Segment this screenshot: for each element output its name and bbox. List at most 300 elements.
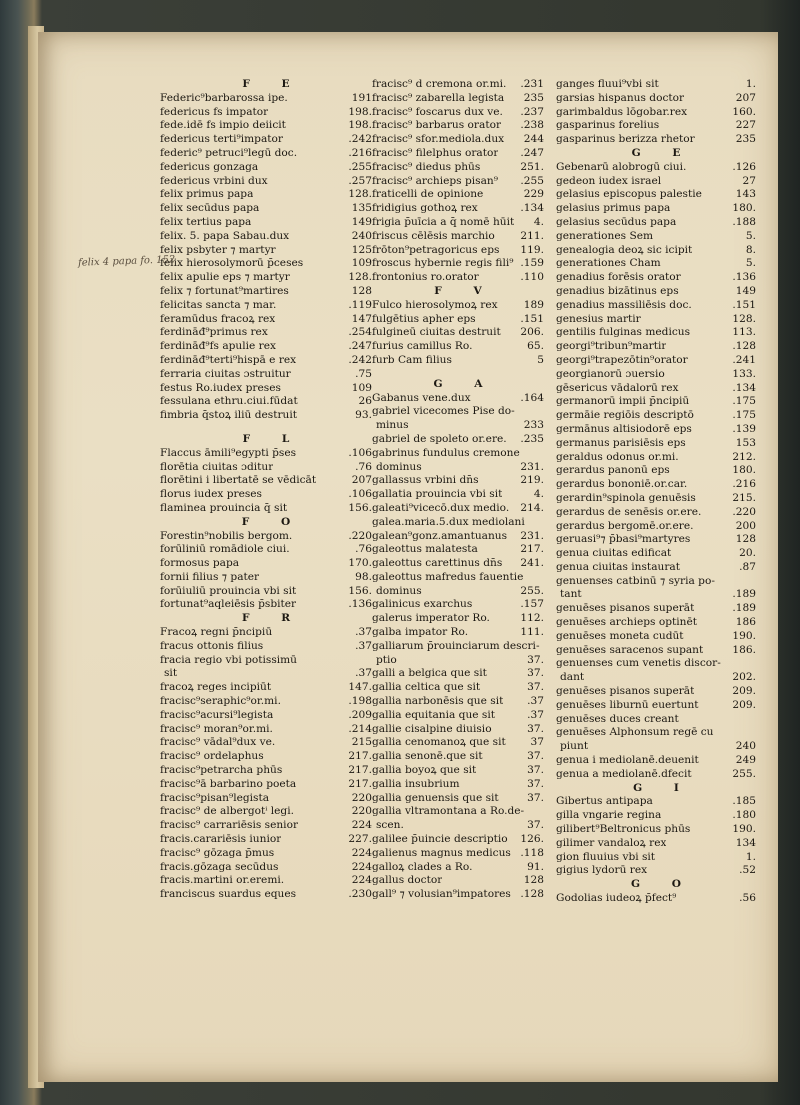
entry-folio: 4. <box>533 488 544 501</box>
entry-folio: 224 <box>351 874 372 887</box>
index-entry <box>160 409 372 423</box>
index-entry <box>160 585 372 599</box>
entry-name: fracisc⁹petrarcha phūs <box>160 764 283 777</box>
entry-folio: .238 <box>520 119 544 132</box>
index-column-right <box>556 78 756 906</box>
entry-name: genua ciuitas edificat <box>556 547 672 560</box>
entry-name: gilla vngarie regina <box>556 809 662 822</box>
index-entry <box>160 502 372 516</box>
entry-name: fracisc⁹ filelphus orator <box>372 146 499 159</box>
index-entry <box>372 585 544 599</box>
entry-name: fracisc⁹ā barbarino poeta <box>160 777 297 790</box>
entry-name: galienus magnus medicus <box>372 846 511 859</box>
entry-folio <box>753 575 756 589</box>
index-entry <box>372 119 544 133</box>
index-entry <box>372 313 544 327</box>
section-header: F R <box>241 612 304 625</box>
entry-name: geruasi⁹⁊ p̄basi⁹martyres <box>556 533 691 546</box>
entry-folio: 37 <box>530 736 544 749</box>
index-entry <box>372 847 544 861</box>
entry-folio: 156. <box>348 501 372 514</box>
entry-folio: 109 <box>351 381 372 394</box>
index-entry <box>556 506 756 520</box>
entry-name: felicitas sancta ⁊ mar. <box>160 298 277 311</box>
entry-name: fracisc⁹ archieps pisan⁹ <box>372 174 498 187</box>
index-entry <box>556 119 756 133</box>
entry-name: genuēses liburnū euertunt <box>556 698 699 711</box>
entry-folio: 240 <box>735 740 756 753</box>
entry-folio: 37. <box>527 750 544 763</box>
entry-name: franciscus suardus eques <box>160 888 297 901</box>
entry-name: garsias hispanus doctor <box>556 91 685 104</box>
index-entry <box>160 447 372 461</box>
entry-folio: 215. <box>732 491 756 504</box>
entry-name: galea.maria.5.dux mediolani <box>372 515 525 528</box>
entry-folio <box>753 713 756 727</box>
entry-name: fracoꝝ reges incipiūt <box>160 681 272 694</box>
entry-folio: 128. <box>348 188 372 201</box>
entry-folio: .37 <box>355 639 372 652</box>
index-entry <box>160 557 372 571</box>
entry-folio: .241 <box>732 353 756 366</box>
entry-name: sit <box>164 667 178 680</box>
entry-name: Gebenarū alobrogū ciui. <box>556 160 687 173</box>
index-entry <box>556 230 756 244</box>
index-entry <box>372 681 544 695</box>
entry-folio: 220 <box>351 805 372 818</box>
entry-folio: .242 <box>348 353 372 366</box>
entry-folio: 5. <box>745 229 756 242</box>
entry-folio: 153 <box>735 436 756 449</box>
entry-folio: .247 <box>348 340 372 353</box>
index-entry <box>556 795 756 809</box>
entry-folio: 8. <box>745 243 756 256</box>
section-header: G I <box>633 781 693 794</box>
entry-name: fracisc⁹ diedus phūs <box>372 160 481 173</box>
entry-name: galliarum p̄rouinciarum descri- <box>372 639 540 652</box>
entry-name: garimbaldus lōgobar.rex <box>556 105 688 118</box>
entry-folio <box>541 447 544 461</box>
entry-name: florus iudex preses <box>160 488 262 501</box>
entry-folio: .216 <box>732 478 756 491</box>
entry-name: florētini i libertatē se vēdicāt <box>160 474 317 487</box>
entry-name: felix. 5. papa Sabau.dux <box>160 229 290 242</box>
entry-name: fracisc⁹ ordelaphus <box>160 750 264 763</box>
entry-name: froscus hybernie regis fili⁹ <box>372 257 514 270</box>
entry-name: fessulana ethru.ciui.fūdat <box>160 395 298 408</box>
entry-folio: 190. <box>732 823 756 836</box>
entry-folio: 1. <box>745 850 756 863</box>
entry-folio: 156. <box>348 584 372 597</box>
entry-name: fracisc⁹acursi⁹legista <box>160 708 274 721</box>
index-entry <box>372 461 544 475</box>
entry-name: gallia celtica que sit <box>372 681 481 694</box>
index-entry <box>372 78 544 92</box>
entry-folio: 125 <box>351 243 372 256</box>
entry-folio: 249 <box>735 754 756 767</box>
entry-folio: 113. <box>732 326 756 339</box>
entry-name: genua a mediolanē.dfecit <box>556 767 692 780</box>
entry-folio: .185 <box>732 795 756 808</box>
margin-annotation: felix 4 papa fo. 152 <box>77 254 176 269</box>
index-entry <box>160 92 372 106</box>
entry-folio: 206. <box>520 326 544 339</box>
entry-folio: 202. <box>732 671 756 684</box>
entry-name: fracisc⁹ vādal⁹dux ve. <box>160 736 276 749</box>
entry-folio: .164 <box>520 391 544 404</box>
index-entry <box>556 299 756 313</box>
entry-name: fracisc⁹ moran⁹or.mi. <box>160 722 273 735</box>
entry-folio: 190. <box>732 629 756 642</box>
index-entry <box>372 244 544 258</box>
entry-name: genuēses pisanos superāt <box>556 602 695 615</box>
entry-name: ganges fluui⁹vbi sit <box>556 78 659 90</box>
index-entry <box>556 671 756 685</box>
entry-folio: 227 <box>735 119 756 132</box>
index-entry <box>160 161 372 175</box>
entry-name: gerardus bononiē.or.car. <box>556 478 688 491</box>
entry-folio: 200 <box>735 519 756 532</box>
entry-name: fornii filius ⁊ pater <box>160 570 260 583</box>
index-entry <box>372 654 544 668</box>
entry-name: ferdināđ⁹fs apulie rex <box>160 340 276 353</box>
entry-name: federicus gonzaga <box>160 160 259 173</box>
index-entry <box>160 354 372 368</box>
entry-folio: .237 <box>520 105 544 118</box>
entry-folio: 149 <box>735 284 756 297</box>
index-entry <box>372 530 544 544</box>
entry-name: frōton⁹petragoricus eps <box>372 243 500 256</box>
section-header: F V <box>434 284 496 297</box>
index-entry <box>372 778 544 792</box>
index-entry <box>160 313 372 327</box>
entry-name: fracisc⁹ sfor.mediola.dux <box>372 133 505 146</box>
entry-name: gall⁹ ⁊ volusian⁹impatores <box>372 888 511 901</box>
entry-folio: 93. <box>355 409 372 422</box>
entry-folio: 128 <box>351 284 372 297</box>
index-entry <box>556 547 756 561</box>
entry-name: dant <box>560 671 585 684</box>
entry-name: germāie regiōis descriptō <box>556 409 694 422</box>
entry-name: minus <box>376 419 409 432</box>
index-entry <box>556 892 756 906</box>
index-entry <box>160 271 372 285</box>
entry-name: Federic⁹barbarossa ipe. <box>160 91 288 104</box>
entry-name: Forestin⁹nobilis bergom. <box>160 529 293 542</box>
index-column-left <box>160 78 372 902</box>
entry-folio: .235 <box>520 432 544 445</box>
entry-name: fracus ottonis filius <box>160 639 264 652</box>
entry-folio: 1. <box>745 78 756 90</box>
entry-name: frigia p̄uīcia a q̄ nomē hūit <box>372 215 515 228</box>
entry-name: gerardus bergomē.or.ere. <box>556 519 694 532</box>
entry-folio: .52 <box>739 864 756 877</box>
entry-name: felix apulie eps ⁊ martyr <box>160 271 290 284</box>
entry-folio: .247 <box>520 146 544 159</box>
index-entry <box>556 395 756 409</box>
entry-name: fracisc⁹pisan⁹legista <box>160 791 270 804</box>
index-entry <box>372 216 544 230</box>
entry-folio: .136 <box>348 598 372 611</box>
entry-folio: 37. <box>527 681 544 694</box>
entry-folio: .198 <box>348 695 372 708</box>
entry-folio: 189 <box>523 298 544 311</box>
entry-name: fede.idē fs impio deiicit <box>160 119 286 132</box>
index-entry <box>372 92 544 106</box>
index-entry <box>372 792 544 806</box>
entry-folio: 119. <box>520 243 544 256</box>
entry-name: gallia genuensis que sit <box>372 791 499 804</box>
entry-folio: 186. <box>732 643 756 656</box>
entry-name: gelasius episcopus palestie <box>556 188 702 201</box>
index-entry <box>372 750 544 764</box>
index-entry <box>160 654 372 668</box>
entry-folio: .231 <box>520 78 544 90</box>
entry-name: genadius bizātinus eps <box>556 284 679 297</box>
entry-name: Flaccus āmili⁹egypti p̄ses <box>160 446 297 459</box>
index-entry <box>372 147 544 161</box>
section-header: F L <box>242 432 304 445</box>
index-entry <box>372 354 544 368</box>
entry-name: gēsericus vādalorū rex <box>556 381 679 394</box>
entry-name: gasparinus forelius <box>556 119 660 132</box>
index-entry <box>160 202 372 216</box>
entry-name: gerardus de senēsis or.ere. <box>556 505 702 518</box>
index-entry <box>160 368 372 382</box>
index-entry <box>160 474 372 488</box>
entry-folio: .75 <box>355 367 372 380</box>
entry-folio: 211. <box>520 229 544 242</box>
entry-name: gion fluuius vbi sit <box>556 850 656 863</box>
entry-name: galinicus exarchus <box>372 598 473 611</box>
entry-name: federicus terti⁹impator <box>160 133 283 146</box>
entry-folio: .126 <box>732 160 756 173</box>
entry-name: genuēses saracenos supant <box>556 643 704 656</box>
entry-folio: .220 <box>732 505 756 518</box>
entry-folio: 217. <box>348 764 372 777</box>
entry-name: galerus imperator Ro. <box>372 612 490 625</box>
index-entry <box>556 575 756 589</box>
entry-folio: .37 <box>355 667 372 680</box>
entry-name: dominus <box>376 460 422 473</box>
entry-name: gedeon iudex israel <box>556 174 662 187</box>
entry-folio: .110 <box>520 271 544 284</box>
entry-name: fortunat⁹aqleiēsis p̄sbiter <box>160 598 297 611</box>
entry-name: gallia narbonēsis que sit <box>372 695 504 708</box>
index-entry <box>160 736 372 750</box>
entry-name: friscus cēlēsis marchio <box>372 229 495 242</box>
index-entry <box>160 119 372 133</box>
index-entry <box>372 736 544 750</box>
entry-name: gabriel de spoleto or.ere. <box>372 432 507 445</box>
index-entry <box>160 257 372 271</box>
entry-folio: 135 <box>351 202 372 215</box>
entry-folio: .134 <box>520 202 544 215</box>
entry-folio: 26 <box>358 395 372 408</box>
index-entry <box>556 437 756 451</box>
entry-folio: 37. <box>527 819 544 832</box>
entry-name: felix secūdus papa <box>160 202 260 215</box>
entry-name: gallia senonē.que sit <box>372 750 483 763</box>
index-entry <box>556 464 756 478</box>
section-gap <box>372 368 544 378</box>
entry-folio: .220 <box>348 529 372 542</box>
entry-folio: .157 <box>520 598 544 611</box>
index-entry <box>372 709 544 723</box>
entry-name: germanus parisiēsis eps <box>556 436 686 449</box>
entry-folio: 217. <box>348 777 372 790</box>
index-entry <box>372 161 544 175</box>
index-entry <box>556 285 756 299</box>
entry-folio: 37. <box>527 764 544 777</box>
entry-folio: 255. <box>732 767 756 780</box>
entry-folio <box>753 657 756 671</box>
index-entry <box>556 354 756 368</box>
entry-folio: 143 <box>735 188 756 201</box>
entry-folio: 147 <box>351 312 372 325</box>
entry-folio: 27 <box>742 174 756 187</box>
entry-name: piunt <box>560 740 589 753</box>
entry-name: festus Ro.iudex preses <box>160 381 281 394</box>
index-entry <box>160 695 372 709</box>
entry-folio: .188 <box>732 215 756 228</box>
index-entry <box>372 271 544 285</box>
index-entry <box>372 474 544 488</box>
index-entry <box>160 598 372 612</box>
entry-name: Fracoꝝ regni p̄ncipiū <box>160 626 273 639</box>
index-entry <box>160 461 372 475</box>
entry-folio: 147. <box>348 681 372 694</box>
entry-name: galeati⁹vicecō.dux medio. <box>372 501 510 514</box>
entry-folio: .87 <box>739 560 756 573</box>
index-entry <box>372 874 544 888</box>
entry-folio: .37 <box>355 626 372 639</box>
index-entry <box>556 188 756 202</box>
entry-name: gallus doctor <box>372 874 443 887</box>
index-entry <box>372 488 544 502</box>
index-entry <box>372 188 544 202</box>
index-entry <box>372 516 544 530</box>
entry-name: fracis.martini or.eremi. <box>160 874 285 887</box>
index-entry <box>556 602 756 616</box>
entry-folio: 98. <box>355 570 372 583</box>
entry-folio: 198. <box>348 119 372 132</box>
entry-folio: 209. <box>732 698 756 711</box>
entry-name: fracisc⁹ d̄ cremona or.mi. <box>372 78 507 90</box>
index-entry <box>372 557 544 571</box>
entry-name: galean⁹gonz.amantuanus <box>372 529 508 542</box>
index-entry <box>160 667 372 681</box>
index-entry <box>556 271 756 285</box>
entry-name: genadius massiliēsis doc. <box>556 298 692 311</box>
section-header: G O <box>631 878 695 891</box>
index-entry <box>372 133 544 147</box>
entry-name: germānus altisiodorē eps <box>556 422 692 435</box>
entry-folio: .189 <box>732 588 756 601</box>
entry-name: furius camillus Ro. <box>372 340 473 353</box>
entry-name: federicus vrbini dux <box>160 174 268 187</box>
index-entry <box>556 851 756 865</box>
entry-name: Fulco hierosolymoꝝ rex <box>372 298 498 311</box>
index-entry <box>556 630 756 644</box>
entry-name: gallia boyoꝝ que sit <box>372 764 477 777</box>
index-entry <box>372 598 544 612</box>
index-entry <box>160 571 372 585</box>
index-entry <box>556 257 756 271</box>
entry-name: gabriel vicecomes Pise do- <box>372 405 515 418</box>
entry-folio: .214 <box>348 722 372 735</box>
entry-folio: 224 <box>351 860 372 873</box>
entry-name: fracia regio vbi potissimū <box>160 653 298 666</box>
index-entry <box>160 764 372 778</box>
entry-name: genealogia deoꝝ sic icipit <box>556 243 693 256</box>
entry-folio: 128. <box>348 271 372 284</box>
entry-name: gilimer vandaloꝝ rex <box>556 836 667 849</box>
entry-name: ferraria ciuitas ɔstruitur <box>160 367 291 380</box>
entry-name: gelasius secūdus papa <box>556 215 677 228</box>
index-entry <box>372 175 544 189</box>
entry-name: gallassus vrbini dn̄s <box>372 474 479 487</box>
index-entry <box>372 764 544 778</box>
entry-folio: 241. <box>520 557 544 570</box>
entry-folio: .118 <box>520 846 544 859</box>
entry-name: genuenses cum venetis discor- <box>556 657 721 670</box>
index-entry <box>160 530 372 544</box>
entry-name: generationes Cham <box>556 257 661 270</box>
entry-folio: 231. <box>520 529 544 542</box>
entry-folio: 37. <box>527 722 544 735</box>
entry-name: genua i mediolanē.deuenit <box>556 754 699 767</box>
entry-name: felix hierosolymorū p̄ceses <box>160 257 304 270</box>
entry-name: fracisc⁹seraphic⁹or.mi. <box>160 695 281 708</box>
index-entry <box>160 681 372 695</box>
entry-name: galeottus mafredus fauentie <box>372 570 524 583</box>
index-entry <box>556 699 756 713</box>
index-entry <box>160 299 372 313</box>
entry-folio: .189 <box>732 602 756 615</box>
entry-folio: .139 <box>732 422 756 435</box>
entry-folio: .175 <box>732 409 756 422</box>
entry-name: gallia cenomanoꝝ que sit <box>372 736 506 749</box>
entry-folio: 251. <box>520 160 544 173</box>
index-entry <box>160 888 372 902</box>
section-header: G E <box>631 146 695 159</box>
index-entry <box>372 819 544 833</box>
entry-name: genesius martir <box>556 312 641 325</box>
entry-name: tant <box>560 588 582 601</box>
index-entry <box>556 533 756 547</box>
entry-name: fimbria q̄stoꝝ iliū destruit <box>160 409 298 422</box>
entry-folio <box>753 726 756 740</box>
index-entry <box>372 299 544 313</box>
index-entry <box>556 657 756 671</box>
index-entry <box>556 823 756 837</box>
entry-name: furb Cam filius <box>372 353 452 366</box>
entry-folio: 112. <box>520 612 544 625</box>
index-entry <box>160 626 372 640</box>
index-entry <box>160 147 372 161</box>
entry-folio: 4. <box>533 215 544 228</box>
section-header: F E <box>242 78 304 90</box>
index-entry <box>556 368 756 382</box>
index-entry <box>556 451 756 465</box>
index-entry <box>556 78 756 92</box>
index-entry <box>160 326 372 340</box>
entry-name: genuēses pisanos superāt <box>556 685 695 698</box>
entry-name: Gabanus vene.dux <box>372 391 471 404</box>
index-entry <box>160 874 372 888</box>
entry-name: gabrinus fundulus cremone <box>372 446 520 459</box>
